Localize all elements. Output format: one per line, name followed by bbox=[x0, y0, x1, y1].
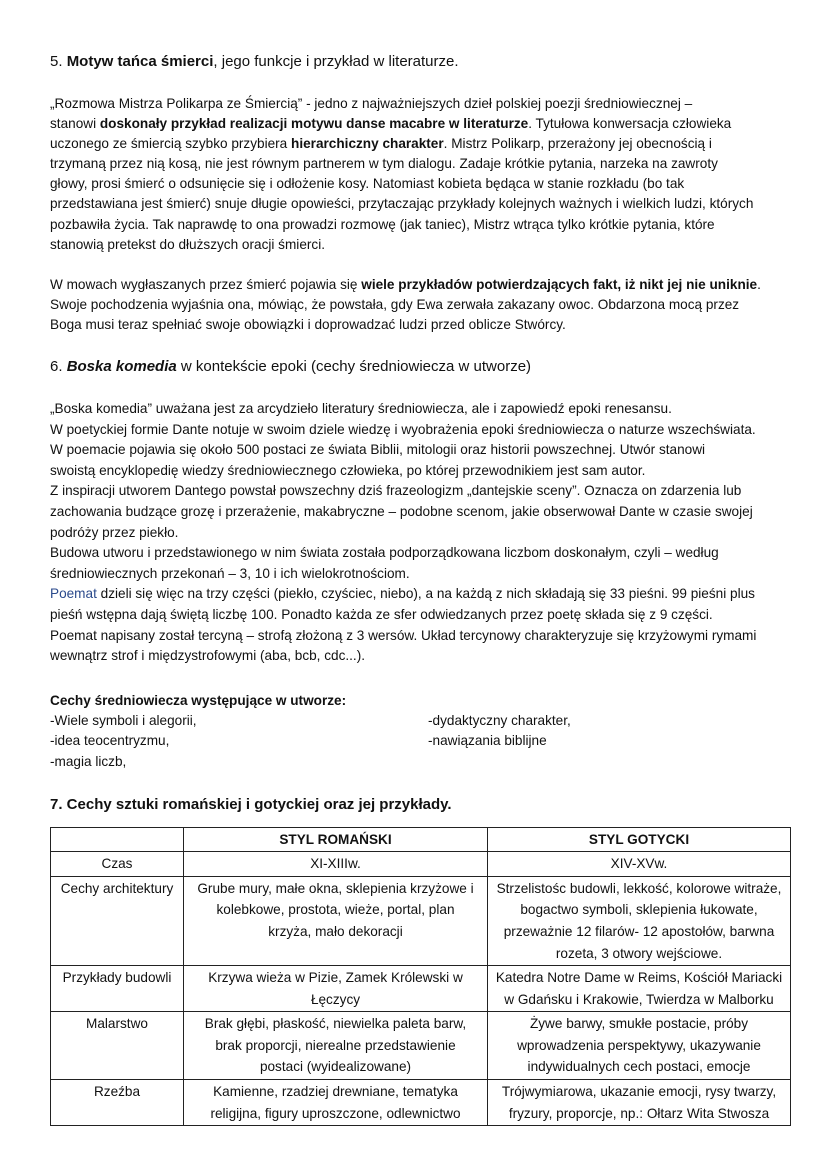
cell-line: wprowadzenia perspektywy, ukazywanie bbox=[517, 1037, 761, 1053]
gothic-cell bbox=[488, 1080, 791, 1126]
text-segment: Swoje pochodzenia wyjaśnia ona, mówiąc, że powstała, gdy Ewa zerwała zakazany owoc. Obdarzona mocą przez bbox=[50, 296, 740, 312]
text-line bbox=[50, 94, 790, 114]
features-list bbox=[50, 711, 790, 773]
cell-line: Kamienne, rzadziej drewniane, tematyka bbox=[213, 1084, 458, 1100]
text-line: Z inspiracji utworem Dantego powstał powszechny dziś frazeologizm „dantejskie sceny”. Oznacza on zdarzenia lub bbox=[50, 483, 742, 499]
gothic-cell bbox=[488, 852, 791, 877]
row-label: Malarstwo bbox=[51, 1012, 184, 1080]
table-header-row bbox=[51, 827, 791, 852]
cell-line: Krzywa wieża w Pizie, Zamek Królewski w bbox=[208, 970, 463, 986]
text-line: W poetyckiej formie Dante notuje w swoim dziele wiedzę i wyobrażenia epoki średniowiecza o naturze wszechświata. bbox=[50, 421, 756, 437]
text-line: „Boska komedia” uważana jest za arcydzieło literatury średniowiecza, ale i zapowiedź epoki renesansu. bbox=[50, 401, 672, 417]
text-segment: . Tytułowa konwersacja człowieka bbox=[528, 116, 732, 132]
cell-line: postaci (wyidealizowane) bbox=[259, 1059, 412, 1075]
text-line: średniowiecznych przekonań – 3, 10 i ich wielokrotnościom. bbox=[50, 565, 410, 581]
section-6-title-rest: w kontekście epoki (cechy średniowiecza w utworze) bbox=[176, 358, 532, 376]
romanesque-cell bbox=[184, 876, 488, 965]
text-line bbox=[50, 235, 790, 255]
table-header-gothic: STYL GOTYCKI bbox=[488, 827, 791, 852]
text-line bbox=[50, 215, 790, 235]
text-segment: pozbawiła życia. Tak naprawdę to ona prowadzi rozmowę (jak taniec), Mistrz wtrąca tylko krótkie pytania, które bbox=[50, 216, 715, 232]
text-line: Poemat napisany został tercyną – strofą złożoną z 3 wersów. Układ tercynowy charakteryzuje się krzyżowymi rymami bbox=[50, 627, 757, 643]
romanesque-cell bbox=[184, 1080, 488, 1126]
table-row bbox=[51, 1012, 791, 1080]
cell-line: Brak głębi, płaskość, niewielka paleta barw, bbox=[204, 1016, 467, 1032]
poemat-link[interactable]: Poemat bbox=[50, 586, 97, 602]
text-line: pieśń wstępna dają świętą liczbę 100. Ponadto każda ze sfer odwiedzanych przez poetę składa się z 9 części. bbox=[50, 606, 713, 622]
cell-line: przeważnie 12 filarów- 12 apostołów, barwna bbox=[503, 923, 775, 939]
cell-line: kolebkowe, prostota, wieże, portal, plan bbox=[216, 902, 455, 918]
document-page bbox=[50, 52, 790, 1126]
cell-line: brak proporcji, nierealne przedstawienie bbox=[215, 1037, 456, 1053]
table-row bbox=[51, 1080, 791, 1126]
section-6-number: 6. bbox=[50, 358, 63, 376]
text-line bbox=[50, 194, 790, 214]
text-line bbox=[50, 114, 790, 134]
table-row bbox=[51, 876, 791, 965]
row-label: Rzeźba bbox=[51, 1080, 184, 1126]
text-segment: . Mistrz Polikarp, przerażony jej obecnością i bbox=[443, 136, 712, 152]
text-line: -nawiązania biblijne bbox=[428, 733, 547, 749]
section-7-heading: 7. Cechy sztuki romańskiej i gotyckiej oraz jej przykłady. bbox=[50, 795, 452, 813]
table-row bbox=[51, 966, 791, 1012]
text-line: -Wiele symboli i alegorii, bbox=[50, 712, 197, 728]
cell-line: rozeta, 3 otwory wejściowe. bbox=[555, 945, 723, 961]
text-line bbox=[50, 295, 790, 315]
text-line: wewnątrz strof i międzystrofowymi (aba, bcb, cdc...). bbox=[50, 648, 366, 664]
text-line: W poemacie pojawia się około 500 postaci ze świata Biblii, mitologii oraz historii powszechnej. Utwór stanowi bbox=[50, 442, 706, 458]
row-label: Czas bbox=[51, 852, 184, 877]
art-styles-table bbox=[50, 827, 791, 1127]
cell-line: Trójwymiarowa, ukazanie emocji, rysy twarzy, bbox=[501, 1084, 777, 1100]
text-line bbox=[50, 174, 790, 194]
text-segment: przedstawiana jest śmierć) snuje długie opowieści, przytaczając przykłady kolejnych ważnych i wielkich ludzi, których bbox=[50, 196, 754, 212]
section-5-paragraph-1 bbox=[50, 94, 790, 255]
gothic-cell bbox=[488, 966, 791, 1012]
cell-line: religijna, figury uproszczone, odlewnictwo bbox=[210, 1105, 461, 1121]
text-line bbox=[50, 134, 790, 154]
row-label: Przykłady budowli bbox=[51, 966, 184, 1012]
features-title: Cechy średniowiecza występujące w utworze: bbox=[50, 692, 347, 708]
row-label: Cechy architektury bbox=[51, 876, 184, 965]
cell-line: Strzelistośc budowli, lekkość, kolorowe witraże, bbox=[496, 880, 782, 896]
section-6-heading bbox=[50, 357, 790, 377]
text-segment: trzymaną przez nią kosą, nie jest równym partnerem w tym dialogu. Zadaje krótkie pytania, narzeka na zawroty bbox=[50, 156, 718, 172]
table-header-empty bbox=[51, 827, 184, 852]
text-line: -dydaktyczny charakter, bbox=[428, 712, 571, 728]
text-segment: stanowi bbox=[50, 116, 100, 132]
text-line: podróży przez piekło. bbox=[50, 524, 179, 540]
bold-phrase: hierarchiczny charakter bbox=[291, 136, 444, 152]
text-line: swoistą encyklopedię wiedzy średniowiecznego człowieka, po której przewodnikiem jest sam autor. bbox=[50, 462, 646, 478]
romanesque-cell bbox=[184, 852, 488, 877]
text-segment: „Rozmowa Mistrza Polikarpa ze Śmiercią” - jedno z najważniejszych dzieł polskiej poezji średniowiecznej – bbox=[50, 96, 693, 111]
text-segment: głowy, prosi śmierć o odsunięcie się i odłożenie kosy. Natomiast kobieta będąca w stanie rozkładu (bo tak bbox=[50, 176, 685, 192]
cell-line: Katedra Notre Dame w Reims, Kościół Mariacki bbox=[495, 970, 783, 986]
table-row bbox=[51, 852, 791, 877]
cell-line: bogactwo symboli, sklepienia łukowate, bbox=[520, 902, 758, 918]
bold-phrase: wiele przykładów potwierdzających fakt, iż nikt jej nie uniknie bbox=[361, 276, 758, 292]
text-line bbox=[50, 275, 790, 295]
text-segment: . bbox=[757, 276, 761, 292]
romanesque-cell bbox=[184, 1012, 488, 1080]
cell-line: fryzury, proporcje, np.: Ołtarz Wita Stwosza bbox=[508, 1105, 770, 1121]
cell-line: krzyża, mało dekoracji bbox=[268, 923, 403, 939]
text-line: zachowania budzące grozę i przerażenie, makabryczne – podobne scenom, jakie obserwował Dante w czasie swojej bbox=[50, 504, 753, 519]
romanesque-cell bbox=[184, 966, 488, 1012]
cell-line: w Gdańsku i Krakowie, Twierdza w Malborku bbox=[504, 991, 774, 1007]
section-5-title-rest: , jego funkcje i przykład w literaturze. bbox=[213, 53, 459, 70]
section-5-heading bbox=[50, 52, 790, 72]
cell-line: indywidualnych cech postaci, emocje bbox=[527, 1059, 751, 1075]
gothic-cell bbox=[488, 1012, 791, 1080]
cell-line: Łęczycy bbox=[310, 991, 361, 1007]
cell-line: XI-XIIIw. bbox=[310, 856, 361, 872]
cell-line: Grube mury, małe okna, sklepienia krzyżowe i bbox=[197, 880, 474, 896]
section-5-title-bold: Motyw tańca śmierci bbox=[66, 53, 214, 70]
bold-phrase: doskonały przykład realizacji motywu danse macabre w literaturze bbox=[99, 116, 529, 132]
features-right-column bbox=[428, 711, 788, 773]
gothic-cell bbox=[488, 876, 791, 965]
table-header-romanesque: STYL ROMAŃSKI bbox=[184, 827, 488, 852]
text-segment: Boga musi teraz spełniać swoje obowiązki i doprowadzać ludzi przed oblicze Stwórcy. bbox=[50, 316, 566, 332]
section-6-title-bold: Boska komedia bbox=[66, 358, 177, 376]
text-line: -magia liczb, bbox=[50, 753, 127, 769]
text-line: Budowa utworu i przedstawionego w nim świata została podporządkowana liczbom doskonałym, czyli – według bbox=[50, 545, 719, 561]
text-segment: W mowach wygłaszanych przez śmierć pojawia się bbox=[50, 276, 362, 292]
cell-line: Żywe barwy, smukłe postacie, próby bbox=[529, 1016, 749, 1032]
cell-line: XIV-XVw. bbox=[610, 856, 668, 872]
text-segment: uczonego ze śmiercią szybko przybiera bbox=[50, 136, 292, 152]
section-6-poemat-line: Poemat dzieli się więc na trzy części (piekło, czyściec, niebo), a na każdą z nich składają się 33 pieśni. 99 pieśni plus bbox=[50, 586, 755, 602]
text-line: -idea teocentryzmu, bbox=[50, 733, 170, 749]
text-line bbox=[50, 154, 790, 174]
section-5-paragraph-2 bbox=[50, 275, 790, 335]
text-line bbox=[50, 315, 790, 335]
text-segment: stanowią pretekst do dłuższych oracji śmierci. bbox=[50, 236, 326, 252]
features-left-column bbox=[50, 711, 428, 773]
section-6-body bbox=[50, 399, 790, 667]
section-5-number: 5. bbox=[50, 53, 63, 70]
